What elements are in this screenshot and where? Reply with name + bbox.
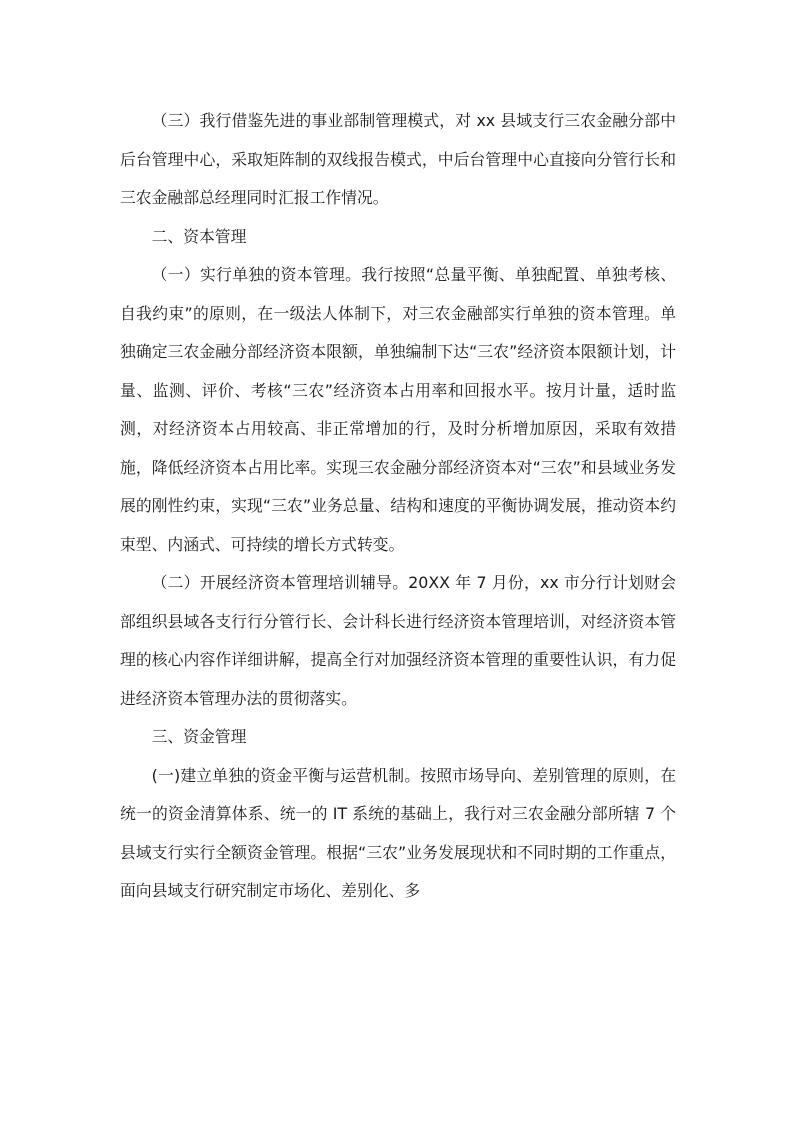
section-heading-capital-management: 二、资本管理 xyxy=(151,226,247,246)
paragraph-capital-training: （二）开展经济资本管理培训辅导。20XX 年 7 月份，xx 市分行计划财会部组织县域各支行行分管行长、会计科长进行经济资本管理培训，对经济资本管理的核心内容作详细讲解，提高全行对加强经济资本管理的重要性认识，有力促进经济资本管理办法的贯彻落实。 xyxy=(120,573,676,708)
paragraph-fund-balance-mechanism: (一)建立单独的资金平衡与运营机制。按照市场导向、差别管理的原则，在统一的资金清算体系、统一的 IT 系统的基础上，我行对三农金融分部所辖 7 个县域支行实行全额资金管理。根据“三农”业务发展现状和不同时期的工作重点，面向县域支行研究制定市场化、差别化、多 xyxy=(120,765,676,900)
section-heading-fund-management: 三、资金管理 xyxy=(151,727,247,746)
paragraph-business-unit-model: （三）我行借鉴先进的事业部制管理模式，对 xx 县域支行三农金融分部中后台管理中心，采取矩阵制的双线报告模式，中后台管理中心直接向分管行长和三农金融部总经理同时汇报工作情况。 xyxy=(120,111,676,207)
paragraph-separate-capital-management: （一）实行单独的资本管理。我行按照“总量平衡、单独配置、单独考核、自我约束”的原则，在一级法人体制下，对三农金融部实行单独的资本管理。单独确定三农金融分部经济资本限额，单独编制下达“三农”经济资本限额计划，计量、监测、评价、考核“三农”经济资本占用率和回报水平。按月计量，适时监测，对经济资本占用较高、非正常增加的行，及时分析增加原因，采取有效措施，降低经济资本占用比率。实现三农金融分部经济资本对“三农”和县域业务发展的刚性约束，实现“三农”业务总量、结构和速度的平衡协调发展，推动资本约束型、内涵式、可持续的增长方式转变。 xyxy=(120,265,676,554)
document-body xyxy=(120,102,676,911)
